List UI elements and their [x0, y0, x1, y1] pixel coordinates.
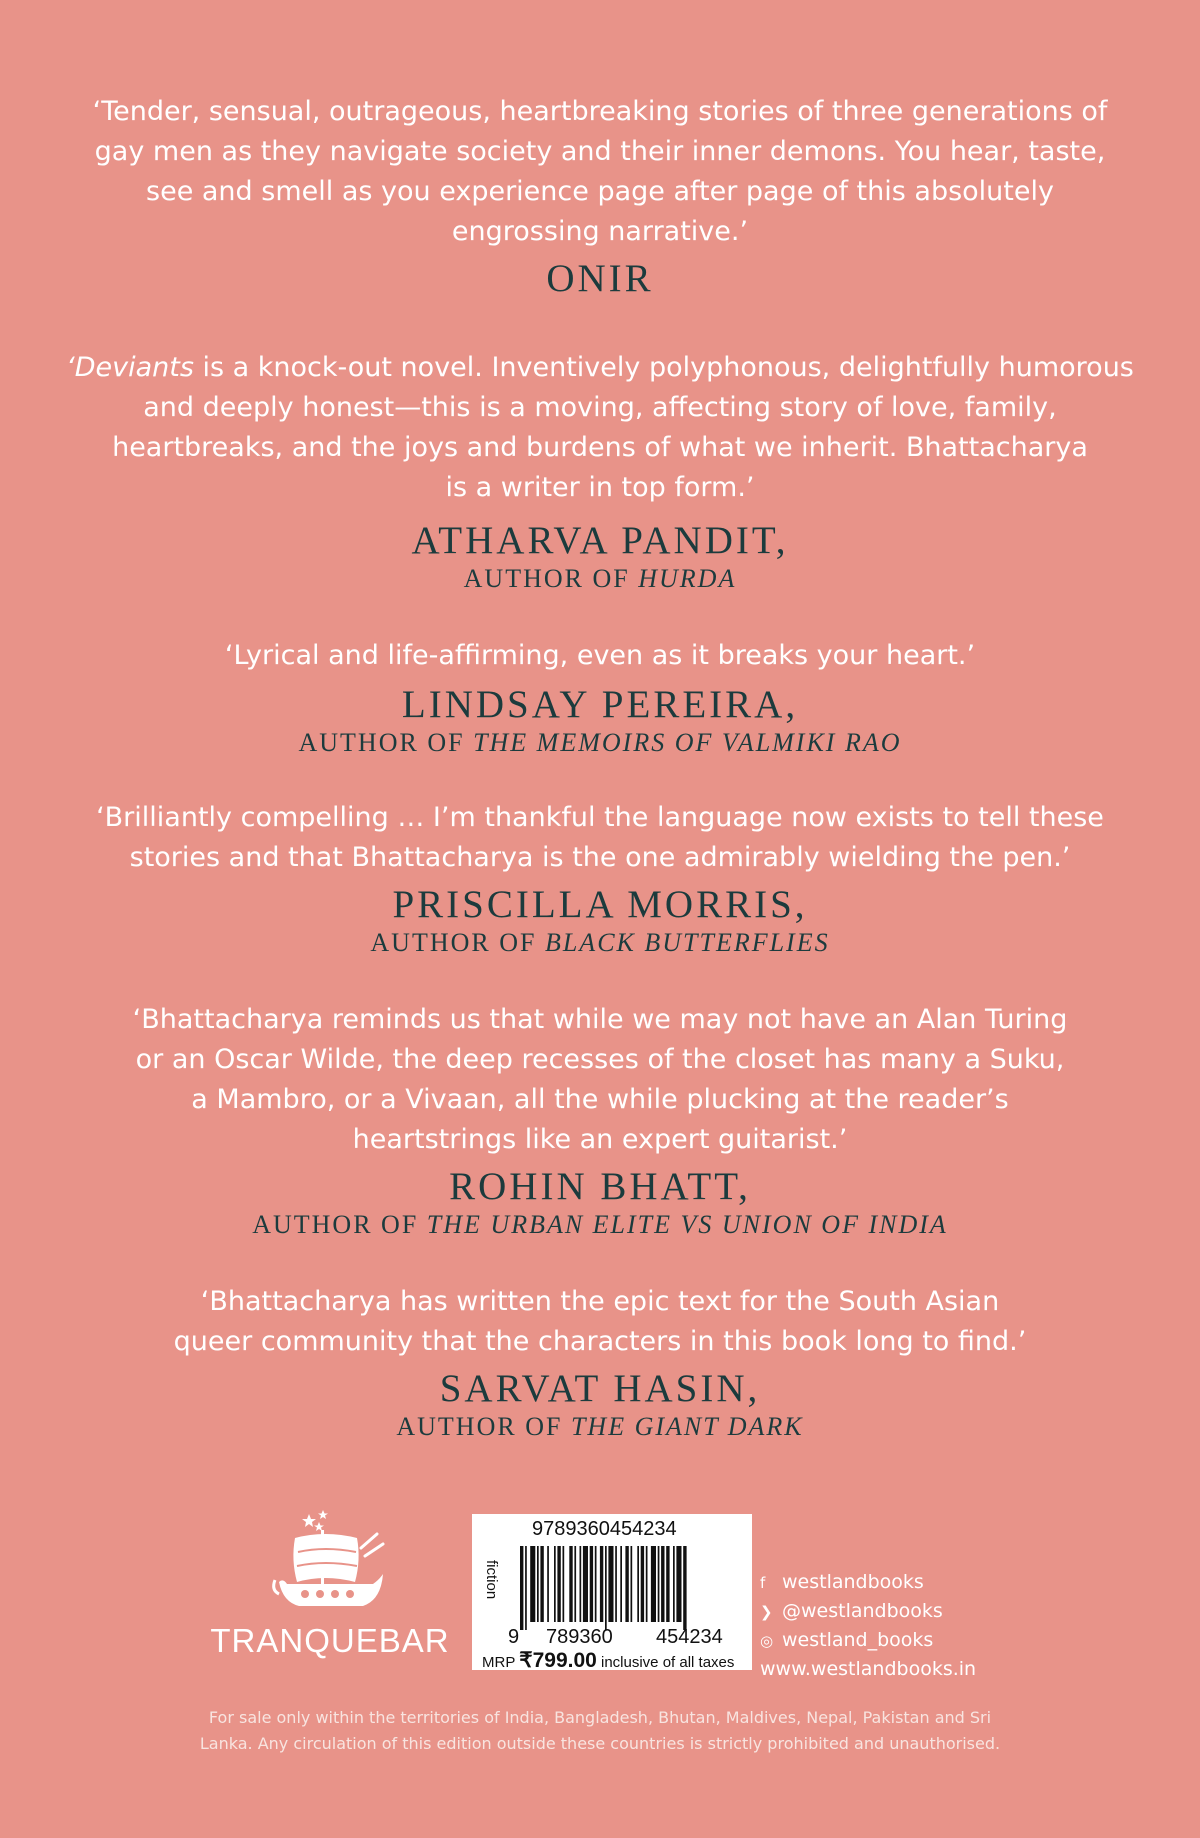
- barcode-image: [520, 1546, 740, 1630]
- instagram-icon: ◎: [760, 1632, 774, 1650]
- ship-icon: [265, 1508, 395, 1618]
- barcode-bar: [580, 1546, 582, 1622]
- barcode-bar: [537, 1546, 539, 1622]
- social-twitter[interactable]: ❯ @westlandbooks: [760, 1597, 976, 1626]
- barcode-bar: [520, 1546, 523, 1630]
- barcode-bar: [608, 1546, 613, 1622]
- blurb-quote: ‘Bhattacharya has written the epic text for the South Asian queer community that the characters in this book long to find.’: [173, 1286, 1027, 1357]
- barcode-bar: [547, 1546, 549, 1622]
- blurbs-section: [0, 92, 1200, 1442]
- barcode-bar: [590, 1546, 593, 1622]
- blurb-affiliation: AUTHOR OF THE URBAN ELITE VS UNION OF INDIA: [252, 1210, 948, 1239]
- isbn-text: 9789360454234: [532, 1518, 677, 1540]
- blurb-quote: ‘Brilliantly compelling … I’m thankful the language now exists to tell these stories and that Bhattacharya is the one admirably wielding the pen.’: [96, 802, 1104, 873]
- blurb-author: ONIR: [546, 257, 654, 300]
- website-link[interactable]: www.westlandbooks.in: [760, 1658, 977, 1680]
- barcode-bar: [658, 1546, 660, 1622]
- blurb-rohin-bhatt: [0, 1000, 1200, 1240]
- barcode-bar: [661, 1546, 664, 1622]
- blurb-atharva-pandit: [0, 348, 1200, 594]
- price: ₹799.00: [519, 1649, 597, 1672]
- barcode-bar: [651, 1546, 656, 1622]
- barcode-bar: [563, 1546, 565, 1622]
- category-label: fiction: [483, 1560, 500, 1600]
- barcode-bar: [574, 1546, 576, 1622]
- publisher-name: TRANQUEBAR: [210, 1622, 450, 1659]
- barcode-bar: [673, 1546, 675, 1622]
- barcode-bar: [530, 1546, 535, 1622]
- barcode-bar: [554, 1546, 556, 1622]
- blurb-author: SARVAT HASIN,: [439, 1367, 761, 1410]
- blurb-affiliation: AUTHOR OF THE MEMOIRS OF VALMIKI RAO: [298, 728, 902, 757]
- blurb-quote: ‘Bhattacharya reminds us that while we may not have an Alan Turing or an Oscar Wilde, the deep recesses of the closet has many a Suku, a Mambro, or a Vivaan, all the while plucking at the reader’s heartstrings like an expert guitarist.’: [132, 1004, 1068, 1155]
- barcode-bar: [605, 1546, 607, 1630]
- blurb-onir: [0, 92, 1200, 302]
- barcode-bar: [557, 1546, 560, 1622]
- blurb-quote: ‘Lyrical and life-affirming, even as it breaks your heart.’: [224, 640, 976, 671]
- social-instagram[interactable]: ◎ westland_books: [760, 1626, 976, 1655]
- blurb-affiliation: AUTHOR OF HURDA: [463, 564, 737, 593]
- blurb-sarvat-hasin: [0, 1282, 1200, 1442]
- legal-notice: For sale only within the territories of India, Bangladesh, Bhutan, Maldives, Nepal, Pakistan and Sri Lanka. Any circulation of this edition outside these countries is strictly prohibited and unauthorised.: [199, 1708, 1001, 1753]
- twitter-icon: ❯: [760, 1603, 773, 1621]
- barcode-bar: [583, 1546, 588, 1622]
- blurb-author: PRISCILLA MORRIS,: [392, 883, 808, 926]
- facebook-icon: f: [760, 1574, 766, 1592]
- barcode-bar: [540, 1546, 543, 1622]
- barcode-bar: [625, 1546, 628, 1622]
- blurb-quote: ‘Deviants is a knock-out novel. Inventively polyphonous, delightfully humorous and deeply honest—this is a moving, affecting story of love, family, heartbreaks, and the joys and burdens of what we inherit. Bhattacharya is a writer in top form.’: [66, 352, 1134, 503]
- blurb-affiliation: AUTHOR OF BLACK BUTTERFLIES: [370, 928, 830, 957]
- barcode-bar: [666, 1546, 669, 1622]
- barcode-bar: [525, 1546, 527, 1630]
- blurb-author: LINDSAY PEREIRA,: [401, 683, 799, 726]
- barcode-bar: [631, 1546, 633, 1622]
- barcode-bar: [569, 1546, 572, 1622]
- barcode-bar: [600, 1546, 603, 1622]
- social-links: [760, 1568, 976, 1684]
- social-facebook[interactable]: f westlandbooks: [760, 1568, 976, 1597]
- mrp-line: MRP ₹799.00 inclusive of all taxes: [482, 1649, 735, 1672]
- blurb-lindsay-pereira: [0, 636, 1200, 758]
- barcode-bar: [676, 1546, 681, 1622]
- barcode-bar: [615, 1546, 617, 1622]
- barcode-bar: [646, 1546, 648, 1622]
- barcode-bar: [637, 1546, 639, 1622]
- barcode-bar: [620, 1546, 622, 1622]
- blurb-author: ATHARVA PANDIT,: [411, 519, 789, 562]
- blurb-quote: ‘Tender, sensual, outrageous, heartbreaking stories of three generations of gay men as they navigate society and their inner demons. You hear, taste, see and smell as you experience page after page of this absolutely engrossing narrative.’: [92, 96, 1108, 247]
- barcode-label: 9789360454234 fiction 9 789360 454234 MRP ₹799.00 inclusive of all taxes: [472, 1514, 752, 1670]
- barcode-bar: [641, 1546, 644, 1622]
- barcode-bar: [683, 1546, 686, 1630]
- blurb-affiliation: AUTHOR OF THE GIANT DARK: [396, 1412, 804, 1441]
- publisher-logo: [200, 1508, 460, 1688]
- barcode-bar: [595, 1546, 597, 1622]
- blurb-priscilla-morris: [0, 798, 1200, 958]
- blurb-author: ROHIN BHATT,: [449, 1165, 751, 1208]
